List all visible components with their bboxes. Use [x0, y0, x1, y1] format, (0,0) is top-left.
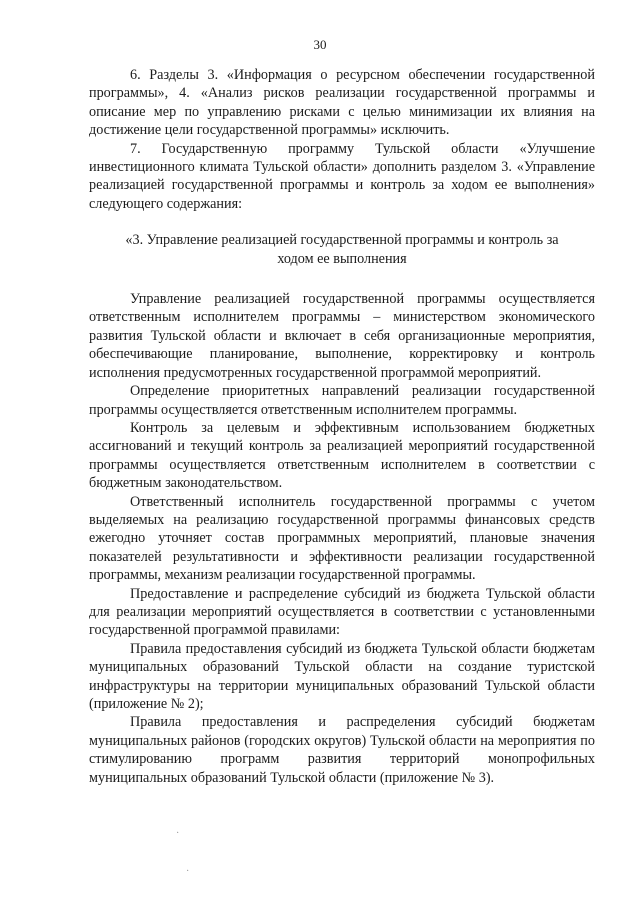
scan-speck: · [176, 828, 180, 839]
section-heading: «3. Управление реализацией государственной программы и контроль за ходом ее выполнения [125, 232, 559, 267]
spacer [89, 268, 595, 290]
paragraph-control: Контроль за целевым и эффективным использованием бюджетных ассигнований и текущий контроль за реализацией мероприятий государственной программы осуществляется ответственным исполнителем в соответствии с бюджетным законодательством. [89, 419, 595, 492]
paragraph-7-add-section: 7. Государственную программу Тульской области «Улучшение инвестиционного климата Тульской области» дополнить разделом 3. «Управление реализацией государственной программы и контроль за ходом ее выполнения» следующего содержания: [89, 140, 595, 212]
paragraph-subsidies: Предоставление и распределение субсидий из бюджета Тульской области для реализации мероприятий осуществляется в соответствии с установленными государственной программой правилами: [89, 585, 595, 639]
document-body [89, 66, 595, 787]
page-number: 30 [313, 37, 327, 52]
paragraph-management: Управление реализацией государственной программы осуществляется ответственным исполнителем программы – министерством экономического развития Тульской области и включает в себя организационные мероприятия, обеспечивающие планирование, выполнение, корректировку и контроль исполнения предусмотренных государственной программой мероприятий. [89, 291, 595, 381]
paragraph-rules-tourism: Правила предоставления субсидий из бюджета Тульской области бюджетам муниципальных образований Тульской области на создание туристской инфраструктуры на территории муниципальных образований Тульской области (приложение № 2); [89, 640, 595, 712]
scan-speck: · [186, 866, 190, 877]
paragraph-rules-monotowns: Правила предоставления и распределения субсидий бюджетам муниципальных районов (городских округов) Тульской области на мероприятия по стимулированию программ развития территорий монопрофильных муниципальных образований Тульской области (приложение № 3). [89, 714, 595, 786]
paragraph-6-sections-removed: 6. Разделы 3. «Информация о ресурсном обеспечении государственной программы», 4. «Анализ рисков реализации государственной программы и описание мер по управлению рисками с целью минимизации их влияния на достижение цели государственной программы» исключить. [89, 67, 595, 139]
paragraph-priorities: Определение приоритетных направлений реализации государственной программы осуществляется ответственным исполнителем программы. [89, 383, 595, 418]
spacer [89, 213, 595, 231]
paragraph-annual-update: Ответственный исполнитель государственной программы с учетом выделяемых на реализацию государственной программы финансовых средств ежегодно уточняет состав программных мероприятий, плановые значения показателей результативности и эффективности реализации государственной программы, механизм реализации государственной программы. [89, 493, 595, 584]
